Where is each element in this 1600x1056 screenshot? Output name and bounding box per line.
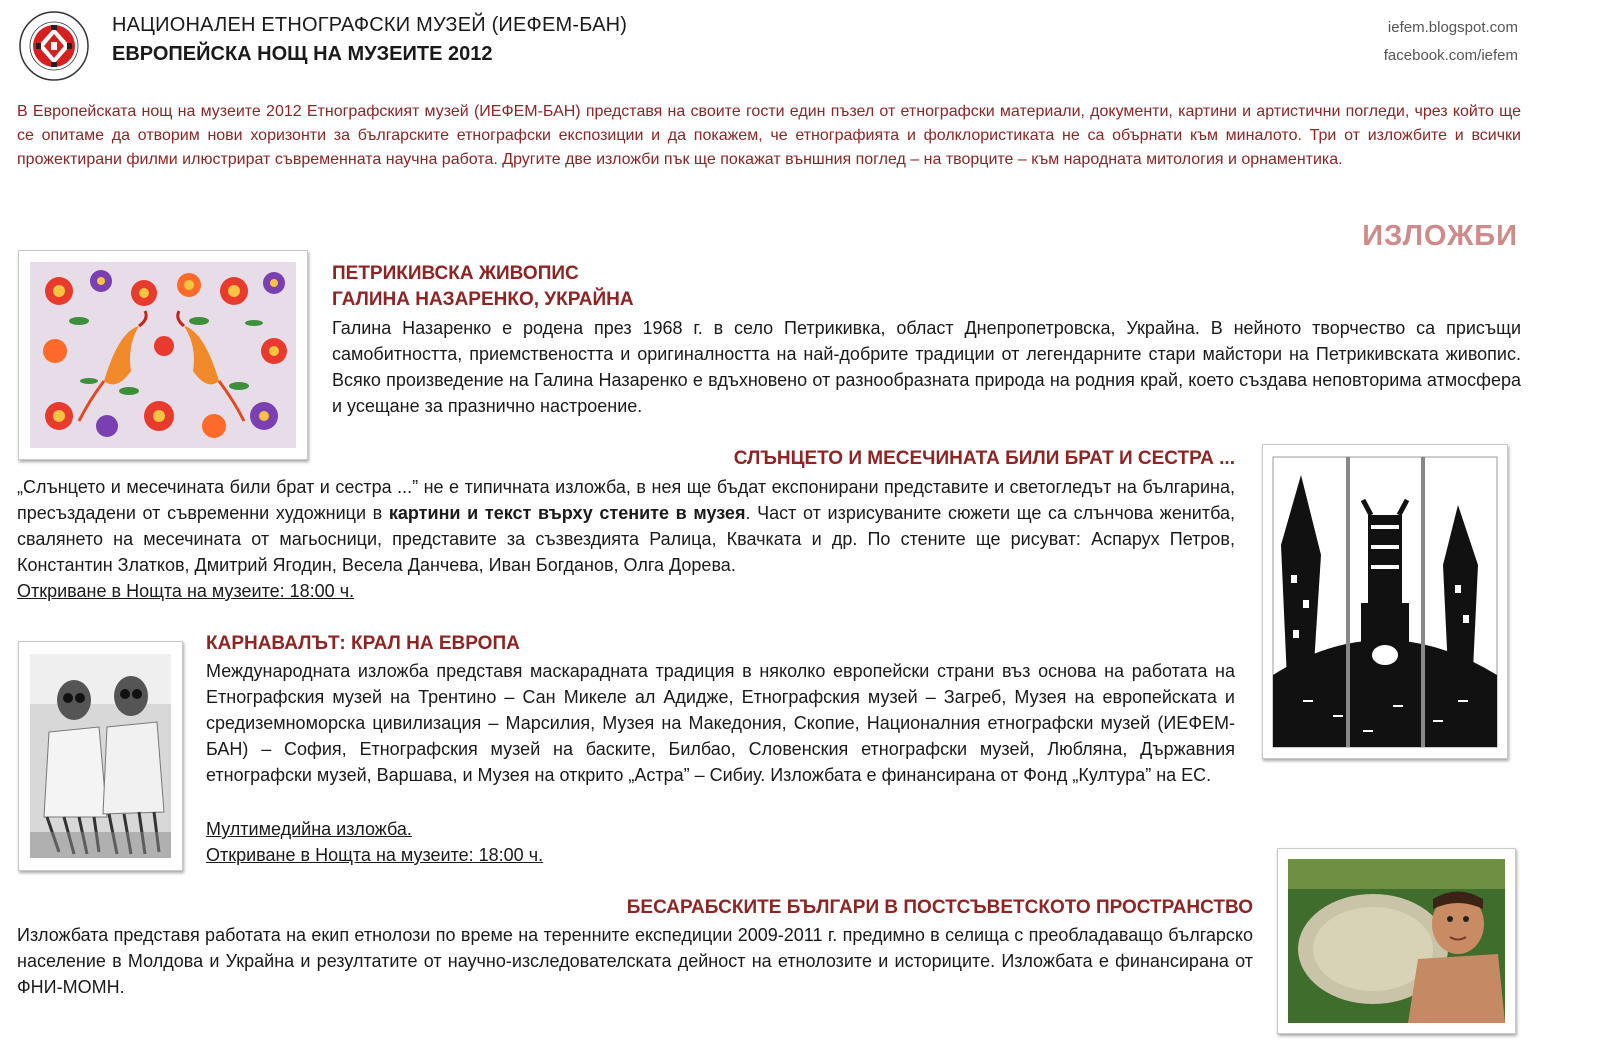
blog-link[interactable]: iefem.blogspot.com <box>1387 19 1518 36</box>
petrykivka-painting-image <box>18 250 308 460</box>
bessarabian-photo-image <box>1277 848 1516 1034</box>
section-heading: ИЗЛОЖБИ <box>1362 220 1518 252</box>
intro-paragraph: В Европейската нощ на музеите 2012 Етнографският музей (ИЕФЕМ-БАН) представя на своите гости един пъзел от етнографски материали, документи, картини и артистични погледи, чрез който ще се опитаме да отворим нови хоризонти за българските етнографски експозиции и да покажем, че етнографията и фолклористиката не са обърнати към миналото. Три от изложбите и всички прожектирани филми илюстрират съвременната научна работа. Другите две изложби пък ще покажат външния поглед – на творците – към народната митология и орнаментика. <box>17 103 1521 168</box>
exhibition-text-carnival: Международната изложба представя маскарадната традиция в няколко европейски страни въз основа на работата на Етнографския музей на Трентино – Сан Микеле ал Адидже, Етнографския музей – Загреб, Музея на европейската и средиземноморска цивилизация – Марсилия, Музея на Македония, Скопие, Националния етнографски музей (ИЕФЕМ-БАН) – София, Етнографския музей на баските, Билбао, Словенския етнографски музей, Любляна, Държавния етнографски музей, Варшава, и Музея на открито „Астра” – Сибиу. Изложбата е финансирана от Фонд „Култура” на ЕС. <box>206 661 1235 785</box>
museum-logo <box>18 10 90 82</box>
sun-moon-opening-time: Откриване в Нощта на музеите: 18:00 ч. <box>17 581 355 601</box>
exhibition-title-bessarabian: БЕСАРАБСКИТЕ БЪЛГАРИ В ПОСТСЪВЕТСКОТО ПРОСТРАНСТВО <box>626 897 1253 918</box>
exhibition-text-sun-moon <box>17 474 1235 578</box>
museum-name: НАЦИОНАЛЕН ЕТНОГРАФСКИ МУЗЕЙ (ИЕФЕМ-БАН) <box>112 14 628 36</box>
sun-moon-text-bold: картини и текст върху стените в музея <box>388 503 746 523</box>
exhibition-title-sun-moon: СЛЪНЦЕТО И МЕСЕЧИНАТА БИЛИ БРАТ И СЕСТРА ... <box>733 448 1235 469</box>
exhibition-text-bessarabian: Изложбата представя работата на екип етнолози по време на теренните експедиции 2009-2011 г. предимно в селища с преобладаващо българско население в Молдова и Украйна и резултатите от научно-изследователската дейност на етнолозите и историците. Изложбата е финансирана от ФНИ-МОМН. <box>17 925 1253 997</box>
carnival-multimedia-note: Мултимедийна изложба. <box>206 819 412 839</box>
carnival-photo-image <box>18 641 183 871</box>
exhibition-title-carnival: КАРНАВАЛЪТ: КРАЛ НА ЕВРОПА <box>206 633 520 654</box>
exhibition-text-petrykivka: Галина Назаренко е родена през 1968 г. в село Петрикивка, област Днепропетровска, Украйна. В нейното творчество са присъщи самобитността, приемствеността и оригиналността на най-добрите традиции от легендарните стари майстори на Петрикивската живопис. Всяко произведение на Галина Назаренко е вдъхновено от разнообразната природа на родния край, което създава неповторима атмосфера и усещане за празнично настроение. <box>332 318 1521 416</box>
sun-moon-artwork-image <box>1262 444 1508 759</box>
sun-moon-text-part1: „Слънцето и месечината били брат и сестра ...” не е типичната изложба, в нея ще бъдат експонирани представите и светогледът на българина, пресъздадени от съвременни художници в <box>17 477 1235 523</box>
exhibition-title-petrykivka: ПЕТРИКИВСКА ЖИВОПИС <box>332 263 579 284</box>
sun-moon-text-part2: . Част от изрисуваните сюжети ще са слънчова женитба, свалянето на месечината от магьосници, представите за съзвездията Ралица, Квачката и др. По стените ще рисуват: Аспарух Петров, Константин Златков, Дмитрий Ягодин, Весела Данчева, Иван Богданов, Олга Дорева. <box>17 503 1235 575</box>
event-title: ЕВРОПЕЙСКА НОЩ НА МУЗЕИТЕ 2012 <box>112 43 493 65</box>
exhibition-subtitle-petrykivka: ГАЛИНА НАЗАРЕНКО, УКРАЙНА <box>332 289 634 310</box>
facebook-link[interactable]: facebook.com/iefem <box>1383 47 1518 64</box>
carnival-opening-time: Откриване в Нощта на музеите: 18:00 ч. <box>206 845 544 865</box>
